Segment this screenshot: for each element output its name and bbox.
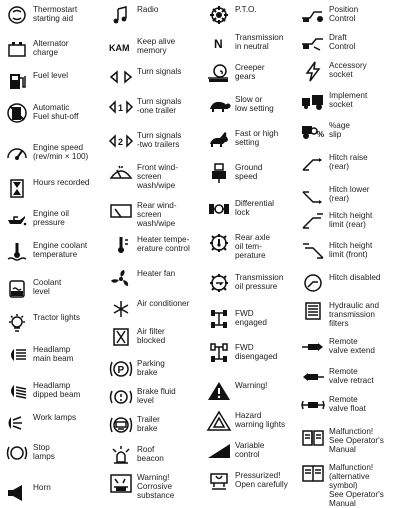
legend-entry: [204, 342, 305, 366]
legend-label: Hydraulic and transmission filters: [329, 301, 380, 328]
legend-label: Hitch disabled: [329, 273, 381, 282]
stop-lamp-icon: [4, 442, 30, 464]
legend-entry: [106, 130, 207, 154]
svg-text:1: 1: [118, 103, 124, 113]
coolant-temp-icon: [4, 240, 30, 262]
hitch-raise-icon: [300, 152, 326, 174]
legend-label: Accessory socket: [329, 61, 367, 79]
legend-label: Horn: [33, 483, 51, 492]
horn-icon: [4, 482, 30, 504]
legend-entry: [2, 208, 103, 232]
rear-wiper-icon: [108, 200, 134, 222]
legend-entry: [106, 268, 207, 292]
parking-brake-icon: [108, 358, 134, 380]
legend-entry: [204, 32, 305, 56]
legend-entry: [298, 394, 399, 418]
legend-entry: [2, 142, 103, 166]
thermostart-icon: [4, 4, 30, 26]
pressurized-icon: [206, 470, 232, 492]
legend-entry: [2, 102, 103, 126]
legend-column: [204, 2, 305, 502]
heater-temp-icon: [108, 234, 134, 256]
legend-label: Variable control: [235, 441, 265, 459]
legend-entry: [106, 66, 207, 90]
svg-text:2: 2: [118, 137, 124, 147]
legend-label: Turn signals: [137, 67, 182, 76]
legend-entry: [298, 462, 399, 508]
legend-label: Turn signals -one trailer: [137, 97, 182, 115]
legend-entry: [204, 232, 305, 260]
legend-entry: [204, 440, 305, 464]
valve-float-icon: [300, 394, 326, 416]
legend-entry: [204, 62, 305, 86]
legend-label: Warning!: [235, 381, 268, 390]
front-wiper-icon: [108, 162, 134, 184]
legend-label: Air conditioner: [137, 299, 190, 308]
legend-entry: [298, 240, 399, 264]
brake-fluid-icon: [108, 386, 134, 408]
dipped-beam-icon: [4, 380, 30, 402]
warning-icon: [206, 380, 232, 402]
turn-signal-2-icon: [108, 130, 134, 152]
legend-entry: [106, 234, 207, 258]
legend-entry: [106, 472, 207, 500]
legend-label: Heater fan: [137, 269, 176, 278]
legend-label: Front wind- screen wash/wipe: [137, 163, 178, 190]
legend-label: Engine speed (rev/min × 100): [33, 143, 89, 161]
legend-entry: [106, 414, 207, 438]
legend-entry: [106, 298, 207, 322]
legend-entry: [298, 32, 399, 56]
legend-entry: [204, 4, 305, 28]
svg-text:KAM: KAM: [109, 43, 130, 53]
legend-label: Warning! Corrosive substance: [137, 473, 175, 500]
legend-label: Remote valve float: [329, 395, 366, 413]
legend-label: FWD engaged: [235, 309, 267, 327]
legend-entry: [106, 4, 207, 28]
legend-label: Hitch raise (rear): [329, 153, 368, 171]
filter-icon: [300, 300, 326, 322]
legend-label: Slow or low setting: [235, 95, 274, 113]
diff-lock-icon: [206, 198, 232, 220]
legend-entry: [106, 162, 207, 190]
valve-retract-icon: [300, 366, 326, 388]
legend-label: Coolant level: [33, 278, 62, 296]
beacon-icon: [108, 444, 134, 466]
tortoise-icon: [206, 94, 232, 116]
coolant-level-icon: [4, 277, 30, 299]
legend-entry: [298, 210, 399, 234]
ground-speed-icon: [206, 162, 232, 184]
air-filter-icon: [108, 326, 134, 348]
legend-label: Work lamps: [33, 413, 77, 422]
legend-label: Position Control: [329, 5, 359, 23]
turn-signal-1-icon: [108, 96, 134, 118]
legend-label: Malfunction! (alternative symbol) See Operator's Manual: [329, 463, 384, 508]
slip-icon: [300, 120, 326, 142]
legend-entry: [204, 470, 305, 494]
hare-icon: [206, 128, 232, 150]
legend-label: Stop lamps: [33, 443, 55, 461]
legend-entry: [298, 426, 399, 454]
svg-text:P: P: [117, 365, 125, 376]
position-control-icon: [300, 4, 326, 26]
legend-label: Creeper gears: [235, 63, 265, 81]
implement-icon: [300, 90, 326, 112]
legend-label: Hazard warning lights: [235, 411, 286, 429]
legend-entry: [204, 94, 305, 118]
kam-icon: [108, 36, 134, 58]
legend-label: Implement socket: [329, 91, 368, 109]
legend-label: Radio: [137, 5, 159, 14]
legend-label: Engine oil pressure: [33, 209, 69, 227]
snowflake-icon: [108, 298, 134, 320]
legend-label: Air filter blocked: [137, 327, 166, 345]
legend-entry: [298, 184, 399, 208]
legend-entry: [2, 412, 103, 436]
legend-label: Draft Control: [329, 33, 356, 51]
legend-entry: [106, 386, 207, 410]
legend-entry: [298, 272, 399, 296]
fan-icon: [108, 268, 134, 290]
legend-label: P.T.O.: [235, 5, 257, 14]
draft-control-icon: [300, 32, 326, 54]
neutral-icon: [206, 32, 232, 54]
legend-entry: [2, 4, 103, 28]
legend-label: Turn signals -two trailers: [137, 131, 182, 149]
legend-label: Ground speed: [235, 163, 263, 181]
legend-column: [106, 2, 207, 502]
legend-entry: [2, 38, 103, 62]
legend-label: Hitch lower (rear): [329, 185, 370, 203]
light-bulb-icon: [4, 312, 30, 334]
legend-column: [2, 2, 103, 502]
legend-label: Trailer brake: [137, 415, 160, 433]
legend-label: Pressurized! Open carefully: [235, 471, 288, 489]
legend-entry: [204, 308, 305, 332]
fwd-disengaged-icon: [206, 342, 232, 364]
legend-entry: [204, 272, 305, 296]
corrosive-icon: [108, 472, 134, 494]
legend-entry: [2, 70, 103, 94]
pto-icon: [206, 4, 232, 26]
manual-icon: [300, 426, 326, 448]
valve-extend-icon: [300, 336, 326, 358]
legend-entry: [2, 277, 103, 301]
legend-entry: [2, 482, 103, 506]
gauge-icon: [4, 142, 30, 164]
legend-label: Headlamp main beam: [33, 345, 74, 363]
variable-icon: [206, 440, 232, 462]
legend-entry: [298, 366, 399, 390]
legend-label: Hitch height limit (front): [329, 241, 373, 259]
fwd-engaged-icon: [206, 308, 232, 330]
legend-entry: [298, 152, 399, 176]
legend-label: Roof beacon: [137, 445, 164, 463]
legend-entry: [204, 162, 305, 186]
trailer-brake-icon: [108, 414, 134, 436]
legend-label: Headlamp dipped beam: [33, 381, 81, 399]
svg-text:N: N: [214, 37, 223, 51]
legend-entry: [106, 358, 207, 382]
legend-entry: [106, 200, 207, 228]
legend-entry: [204, 410, 305, 434]
trans-oil-icon: [206, 272, 232, 294]
legend-label: Fuel level: [33, 71, 69, 80]
legend-label: Alternator charge: [33, 39, 69, 57]
svg-text:%: %: [317, 130, 325, 139]
legend-label: Transmission in neutral: [235, 33, 284, 51]
legend-column: [298, 2, 399, 508]
oil-can-icon: [4, 208, 30, 230]
hitch-limit-front-icon: [300, 240, 326, 262]
hitch-lower-icon: [300, 184, 326, 206]
legend-label: %age slip: [329, 121, 350, 139]
legend-label: Heater tempe- erature control: [137, 235, 190, 253]
fuel-pump-icon: [4, 70, 30, 92]
hitch-limit-rear-icon: [300, 210, 326, 232]
music-note-icon: [108, 4, 134, 26]
legend-label: Remote valve retract: [329, 367, 374, 385]
legend-entry: [298, 4, 399, 28]
legend-entry: [298, 120, 399, 144]
legend-entry: [106, 36, 207, 60]
turn-signal-icon: [108, 66, 134, 88]
legend-entry: [2, 240, 103, 264]
legend-label: Tractor lights: [33, 313, 81, 322]
manual-alt-icon: [300, 462, 326, 484]
legend-entry: [106, 96, 207, 120]
axle-oil-temp-icon: [206, 232, 232, 254]
legend-entry: [204, 380, 305, 404]
legend-entry: [106, 326, 207, 350]
legend-entry: [2, 380, 103, 404]
legend-entry: [2, 442, 103, 466]
legend-label: Keep alive memory: [137, 37, 176, 55]
battery-icon: [4, 38, 30, 60]
legend-label: Brake fluid level: [137, 387, 176, 405]
legend-label: Malfunction! See Operator's Manual: [329, 427, 384, 454]
legend-entry: [204, 128, 305, 152]
lightning-icon: [300, 60, 326, 82]
legend-entry: [2, 312, 103, 336]
legend-entry: [298, 300, 399, 328]
work-lamp-icon: [4, 412, 30, 434]
legend-label: Hitch height limit (rear): [329, 211, 373, 229]
main-beam-icon: [4, 344, 30, 366]
legend-label: Engine coolant temperature: [33, 241, 88, 259]
legend-label: Rear wind- screen wash/wipe: [137, 201, 177, 228]
legend-label: Remote valve extend: [329, 337, 375, 355]
snail-icon: [206, 62, 232, 84]
hazard-icon: [206, 410, 232, 432]
legend-label: Thermostart starting aid: [33, 5, 78, 23]
legend-label: Rear axle oil tem- perature: [235, 233, 271, 260]
legend-entry: [298, 90, 399, 114]
legend-entry: [298, 336, 399, 360]
hitch-disabled-icon: [300, 272, 326, 294]
fuel-shutoff-icon: [4, 102, 30, 124]
legend-label: Transmission oil pressure: [235, 273, 284, 291]
hourglass-icon: [4, 177, 30, 199]
legend-label: Automatic Fuel shut-off: [33, 103, 79, 121]
legend-entry: [2, 177, 103, 201]
legend-entry: [106, 444, 207, 468]
legend-label: FWD disengaged: [235, 343, 278, 361]
legend-label: Differential lock: [235, 199, 274, 217]
legend-label: Hours recorded: [33, 178, 90, 187]
legend-entry: [2, 344, 103, 368]
legend-entry: [204, 198, 305, 222]
legend-label: Fast or high setting: [235, 129, 279, 147]
legend-entry: [298, 60, 399, 84]
legend-label: Parking brake: [137, 359, 165, 377]
